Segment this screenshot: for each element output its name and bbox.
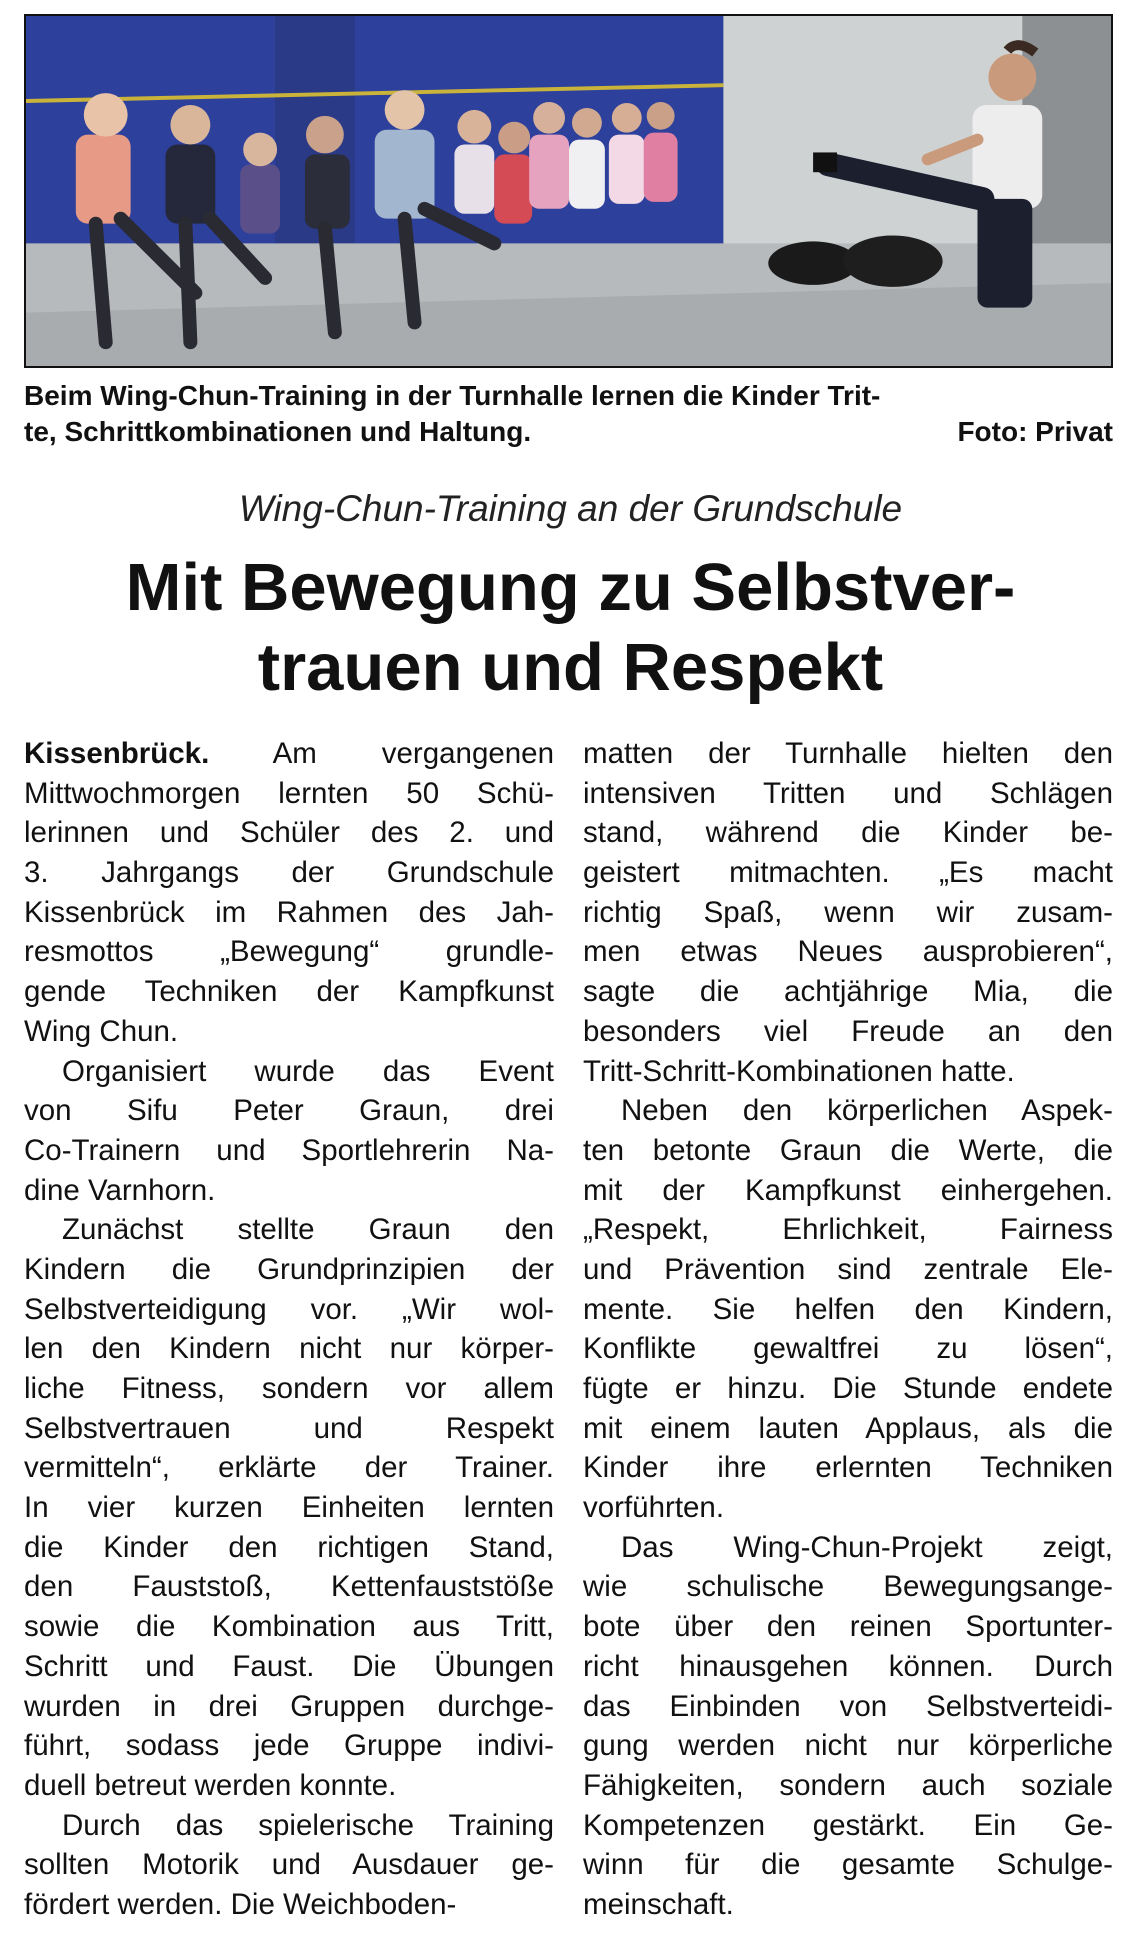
body-line: vermitteln“, erklärte der Trainer. [24,1451,554,1485]
article-column-right [583,734,1113,1925]
article-column-left [24,734,554,1925]
body-line: matten der Turnhalle hielten den [583,737,1113,770]
training-photo-icon [26,16,1111,366]
body-line: und Prävention sind zentrale Ele- [583,1252,1113,1286]
body-line: Selbstvertrauen und Respekt [24,1411,554,1445]
body-line: winn für die gesamte Schulge- [583,1848,1113,1882]
body-line: wurden in drei Gruppen durchge- [24,1689,554,1723]
body-line: In vier kurzen Einheiten lernten [24,1491,554,1525]
body-line: liche Fitness, sondern vor allem [24,1372,554,1405]
body-line: Kompetenzen gestärkt. Ein Ge- [583,1808,1113,1842]
body-line: richt hinausgehen können. Durch [583,1649,1113,1683]
caption-line-2: te, Schrittkombinationen und Haltung. [24,416,532,447]
body-line: fördert werden. Die Weichboden- [24,1887,457,1921]
body-line: geistert mitmachten. „Es macht [583,856,1113,890]
body-line: Co-Trainern und Sportlehrerin Na- [24,1133,554,1167]
body-line-text: Am vergangenen [209,737,554,770]
body-line: gung werden nicht nur körperliche [583,1729,1113,1763]
body-line: von Sifu Peter Graun, drei [24,1094,554,1128]
body-line: Konflikte gewaltfrei zu lösen“, [583,1332,1113,1366]
body-line: Zunächst stellte Graun den [62,1213,554,1247]
body-line: die Kinder den richtigen Stand, [24,1530,554,1564]
body-line: Kissenbrück im Rahmen des Jah- [24,895,554,929]
body-line: sowie die Kombination aus Tritt, [24,1610,554,1644]
body-line: „Respekt, Ehrlichkeit, Fairness [583,1213,1113,1247]
body-line: Selbstverteidigung vor. „Wir wol- [24,1292,554,1326]
body-line: resmottos „Bewegung“ grundle- [24,935,554,969]
body-line: 3. Jahrgangs der Grundschule [24,856,554,890]
photo-credit: Foto: Privat [957,416,1113,447]
body-line: Organisiert wurde das Event [62,1054,554,1088]
body-line: wie schulische Bewegungsange- [583,1570,1113,1604]
body-line: sagte die achtjährige Mia, die [583,975,1113,1009]
body-line: meinschaft. [583,1887,734,1921]
body-line: Fähigkeiten, sondern auch soziale [583,1768,1113,1802]
dateline: Kissenbrück. [24,737,210,770]
article-headline [0,548,1141,708]
body-line: Wing Chun. [24,1014,179,1048]
body-line: bote über den reinen Sportunter- [583,1610,1113,1644]
body-line: Mittwochmorgen lernten 50 Schü- [24,776,554,810]
body-line [24,734,554,774]
body-line: Kinder ihre erlernten Techniken [583,1451,1113,1485]
headline-line-1: Mit Bewegung zu Selbstver- [125,550,1016,625]
body-line: führt, sodass jede Gruppe indivi- [24,1729,554,1763]
body-line: Das Wing-Chun-Projekt zeigt, [621,1530,1113,1564]
body-line: mente. Sie helfen den Kindern, [583,1292,1113,1326]
body-line: intensiven Tritten und Schlägen [583,776,1113,810]
body-line: Kindern die Grundprinzipien der [24,1252,554,1286]
article-kicker: Wing-Chun-Training an der Grundschule [238,488,903,529]
body-line: Neben den körperlichen Aspek- [621,1094,1113,1128]
article-photo [24,14,1113,368]
body-line: vorführten. [583,1491,725,1525]
caption-line-1: Beim Wing-Chun-Training in der Turnhalle lernen die Kinder Trit- [24,380,881,411]
headline-line-2: trauen und Respekt [257,630,884,705]
body-line: besonders viel Freude an den [583,1014,1113,1048]
body-line: sollten Motorik und Ausdauer ge- [24,1848,554,1882]
body-line: das Einbinden von Selbstverteidi- [583,1689,1113,1723]
body-line: dine Varnhorn. [24,1173,216,1207]
body-line: fügte er hinzu. Die Stunde endete [583,1372,1113,1405]
body-line: Tritt-Schritt-Kombinationen hatte. [583,1054,1015,1088]
body-line: duell betreut werden konnte. [24,1768,397,1802]
body-line: lerinnen und Schüler des 2. und [24,816,554,850]
body-line: Schritt und Faust. Die Übungen [24,1649,554,1683]
body-line: stand, während die Kinder be- [583,816,1113,850]
body-line: mit einem lauten Applaus, als die [583,1411,1113,1445]
body-line: Durch das spielerische Training [62,1808,554,1842]
photo-caption [24,378,1113,450]
body-line: gende Techniken der Kampfkunst [24,975,554,1009]
body-line: mit der Kampfkunst einhergehen. [583,1173,1113,1207]
body-line: den Fauststoß, Kettenfauststöße [24,1570,554,1604]
body-line: men etwas Neues ausprobieren“, [583,935,1113,969]
body-line: richtig Spaß, wenn wir zusam- [583,895,1113,929]
body-line: ten betonte Graun die Werte, die [583,1133,1113,1167]
body-line: len den Kindern nicht nur körper- [24,1332,554,1366]
